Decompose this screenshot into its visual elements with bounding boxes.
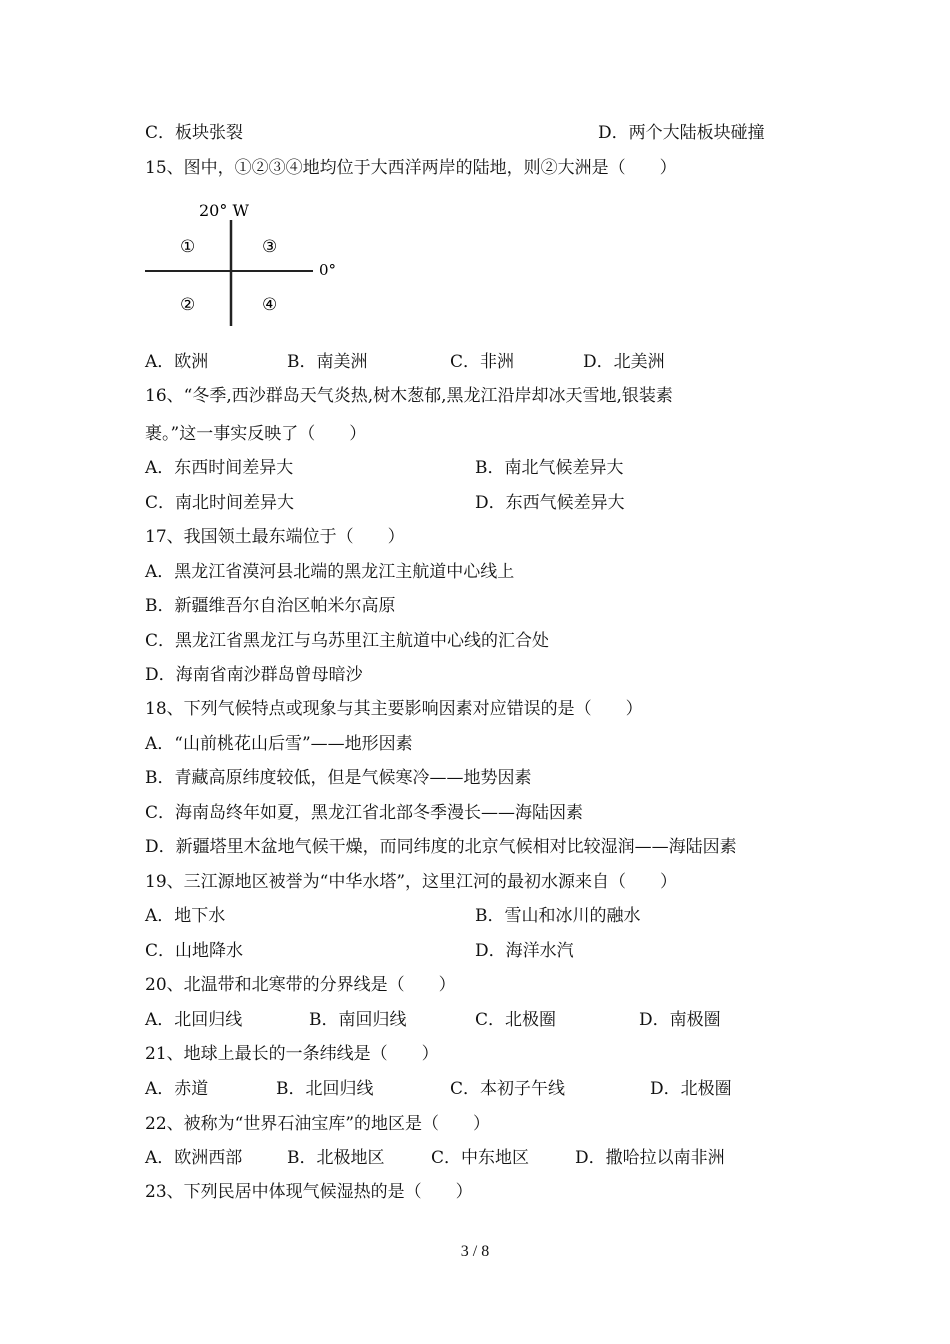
q20-option-a: A．北回归线 bbox=[145, 1010, 243, 1030]
page-number: 3 / 8 bbox=[460, 1243, 490, 1260]
q19-option-d: D．海洋水汽 bbox=[475, 941, 574, 961]
mark-4: ④ bbox=[262, 295, 278, 315]
q15-option-d: D．北美洲 bbox=[583, 352, 665, 372]
q17-stem: 17、我国领土最东端位于（ ） bbox=[145, 527, 405, 547]
q15-grid-diagram bbox=[143, 196, 365, 332]
q18-stem: 18、下列气候特点或现象与其主要影响因素对应错误的是（ ） bbox=[145, 699, 643, 719]
q19-option-a: A．地下水 bbox=[145, 906, 226, 926]
q19-option-c: C．山地降水 bbox=[145, 941, 244, 961]
q18-option-c: C．海南岛终年如夏，黑龙江省北部冬季漫长——海陆因素 bbox=[145, 803, 584, 823]
q21-stem: 21、地球上最长的一条纬线是（ ） bbox=[145, 1044, 439, 1064]
q20-stem: 20、北温带和北寒带的分界线是（ ） bbox=[145, 975, 456, 995]
q21-option-b: B．北回归线 bbox=[276, 1079, 374, 1099]
q19-option-b: B．雪山和冰川的融水 bbox=[475, 906, 641, 926]
q16-option-d: D．东西气候差异大 bbox=[475, 493, 625, 513]
q20-option-c: C．北极圈 bbox=[475, 1010, 557, 1030]
q22-stem: 22、被称为“世界石油宝库”的地区是（ ） bbox=[145, 1114, 491, 1134]
q22-option-c: C．中东地区 bbox=[431, 1148, 530, 1168]
q15-option-b: B．南美洲 bbox=[287, 352, 368, 372]
q16-option-a: A．东西时间差异大 bbox=[145, 458, 294, 478]
q15-figure bbox=[143, 196, 365, 332]
q23-stem: 23、下列民居中体现气候湿热的是（ ） bbox=[145, 1182, 473, 1202]
q17-option-a: A．黑龙江省漠河县北端的黑龙江主航道中心线上 bbox=[145, 562, 515, 582]
q14-option-c: C．板块张裂 bbox=[145, 123, 244, 143]
q16-option-b: B．南北气候差异大 bbox=[475, 458, 624, 478]
q22-option-d: D．撒哈拉以南非洲 bbox=[575, 1148, 725, 1168]
q16-stem-line1: 16、“冬季,西沙群岛天气炎热,树木葱郁,黑龙江沿岸却冰天雪地,银装素 bbox=[145, 386, 673, 406]
q22-option-b: B．北极地区 bbox=[287, 1148, 385, 1168]
q21-option-d: D．北极圈 bbox=[650, 1079, 732, 1099]
q17-option-d: D．海南省南沙群岛曾母暗沙 bbox=[145, 665, 363, 685]
mark-2: ② bbox=[180, 295, 196, 315]
q17-option-c: C．黑龙江省黑龙江与乌苏里江主航道中心线的汇合处 bbox=[145, 631, 550, 651]
q19-stem: 19、三江源地区被誉为“中华水塔”，这里江河的最初水源来自（ ） bbox=[145, 872, 678, 892]
q15-stem: 15、图中，①②③④地均位于大西洋两岸的陆地，则②大洲是（ ） bbox=[145, 158, 677, 178]
q16-stem-line2: 裹。”这一事实反映了（ ） bbox=[145, 424, 367, 444]
mark-1: ① bbox=[180, 237, 196, 257]
q20-option-d: D．南极圈 bbox=[639, 1010, 721, 1030]
q21-option-a: A．赤道 bbox=[145, 1079, 209, 1099]
q21-option-c: C．本初子午线 bbox=[450, 1079, 566, 1099]
equator-label: 0° bbox=[319, 261, 337, 279]
q20-option-b: B．南回归线 bbox=[309, 1010, 407, 1030]
q16-option-c: C．南北时间差异大 bbox=[145, 493, 295, 513]
q17-option-b: B．新疆维吾尔自治区帕米尔高原 bbox=[145, 596, 396, 616]
q14-option-d: D．两个大陆板块碰撞 bbox=[598, 123, 765, 143]
q18-option-d: D．新疆塔里木盆地气候干燥，而同纬度的北京气候相对比较湿润——海陆因素 bbox=[145, 837, 737, 857]
q18-option-a: A．“山前桃花山后雪”——地形因素 bbox=[145, 734, 413, 754]
q15-option-c: C．非洲 bbox=[450, 352, 515, 372]
meridian-label: 20° W bbox=[199, 201, 249, 220]
q15-option-a: A．欧洲 bbox=[145, 352, 209, 372]
q22-option-a: A．欧洲西部 bbox=[145, 1148, 243, 1168]
mark-3: ③ bbox=[262, 237, 278, 257]
q18-option-b: B．青藏高原纬度较低，但是气候寒冷——地势因素 bbox=[145, 768, 532, 788]
